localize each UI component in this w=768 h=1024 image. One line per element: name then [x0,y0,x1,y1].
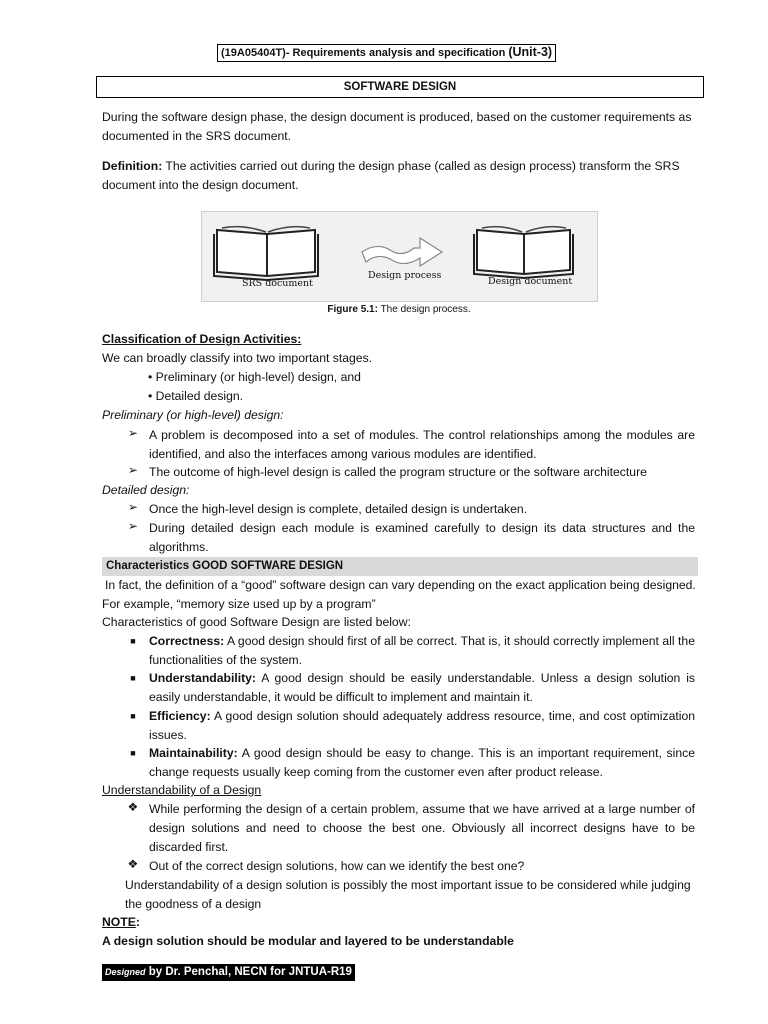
design-document-label: Design document [488,276,573,287]
design-process-label: Design process [368,270,442,281]
footer-credit [102,964,355,981]
prelim-item: A problem is decomposed into a set of modules. The control relationships among the modules are identified, and also the interfaces among various modules are identified. [149,428,695,461]
arrow-bullet-icon: ➢ [127,426,139,440]
classification-intro: We can broadly classify into two important stages. [102,351,373,365]
characteristic-term: Maintainability: [149,746,238,760]
footer-author: by Dr. Penchal, NECN for JNTUA-R19 [148,966,352,978]
footer-designed: Designed [105,967,146,977]
note-text: A design solution should be modular and layered to be understandable [102,934,514,948]
arrow-bullet-icon: ➢ [127,519,139,533]
understandability-item: Out of the correct design solutions, how can we identify the best one? [149,859,525,873]
detailed-item: Once the high-level design is complete, detailed design is undertaken. [149,502,528,516]
definition-text: The activities carried out during the design phase (called as design process) transform the SRS document into the design document. [102,159,680,192]
square-bullet-icon: ■ [130,711,136,721]
arrow-bullet-icon: ➢ [127,463,139,477]
diamond-bullet-icon: ❖ [127,800,139,814]
characteristics-list-intro: Characteristics of good Software Design are listed below: [102,615,411,629]
unit-label: (Unit-3) [508,45,553,59]
characteristic-term: Correctness: [149,634,225,648]
note-colon: : [135,915,140,929]
document-header [217,44,556,62]
definition-label: Definition: [102,159,163,173]
characteristic-term: Efficiency: [149,709,211,723]
classification-heading: Classification of Design Activities: [102,332,302,346]
course-code: (19A05404T)- [221,47,290,59]
characteristic-term: Understandability: [149,671,256,685]
square-bullet-icon: ■ [130,673,136,683]
characteristics-intro: In fact, the definition of a “good” software design can vary depending on the exact application being designed. For example, “memory size used up by a program” [102,578,696,611]
characteristic-text: A good design should be easy to change. This is an important requirement, since change requests usually keep coming from the customer even after product release. [149,746,695,779]
understandability-item: While performing the design of a certain problem, assume that we have arrived at a large number of design solutions and need to choose the best one. Obviously all incorrect designs have to be discarded first. [149,802,695,854]
arrow-bullet-icon: ➢ [127,500,139,514]
square-bullet-icon: ■ [130,636,136,646]
note-label-text: NOTE [102,915,136,929]
characteristic-text: A good design solution should adequately address resource, time, and cost optimization issues. [149,709,695,742]
understandability-paragraph: Understandability of a design solution is possibly the most important issue to be considered while judging the goodness of a design [125,878,691,911]
definition-paragraph [102,157,702,195]
figure-number: Figure 5.1: [327,304,378,315]
intro-paragraph: During the software design phase, the design document is produced, based on the customer requirements as documented in the SRS document. [102,110,692,143]
figure-caption-text: The design process. [380,304,471,315]
srs-book-icon [214,227,318,280]
stage-item-text: Preliminary (or high-level) design, and [155,370,361,384]
design-process-figure [201,211,598,302]
stage-item-text: Detailed design. [155,389,244,403]
prelim-item: The outcome of high-level design is called the program structure or the software architecture [149,465,647,479]
detailed-item: During detailed design each module is examined carefully to design its data structures and the algorithms. [149,521,695,554]
process-arrow-icon [362,238,442,266]
design-document-book-icon [474,227,573,278]
understandability-heading: Understandability of a Design [102,783,262,797]
course-subject: Requirements analysis and specification [292,47,506,59]
diamond-bullet-icon: ❖ [127,857,139,871]
preliminary-design-heading: Preliminary (or high-level) design: [102,408,284,422]
stage-item: • Preliminary (or high-level) design, and [148,370,361,384]
page-title: SOFTWARE DESIGN [96,76,704,98]
stage-item: • Detailed design. [148,389,244,403]
square-bullet-icon: ■ [130,748,136,758]
note-label [102,913,140,932]
characteristic-text: A good design should first of all be correct. That is, it should correctly implement all the functionalities of the system. [149,634,695,667]
characteristics-heading: Characteristics GOOD SOFTWARE DESIGN [102,557,698,576]
detailed-design-heading: Detailed design: [102,483,190,497]
figure-caption [200,304,598,315]
srs-document-label: SRS document [242,278,313,289]
characteristic-text: A good design should be easily understandable. Unless a design solution is easily understandable, it would be difficult to implement and maintain it. [149,671,695,704]
